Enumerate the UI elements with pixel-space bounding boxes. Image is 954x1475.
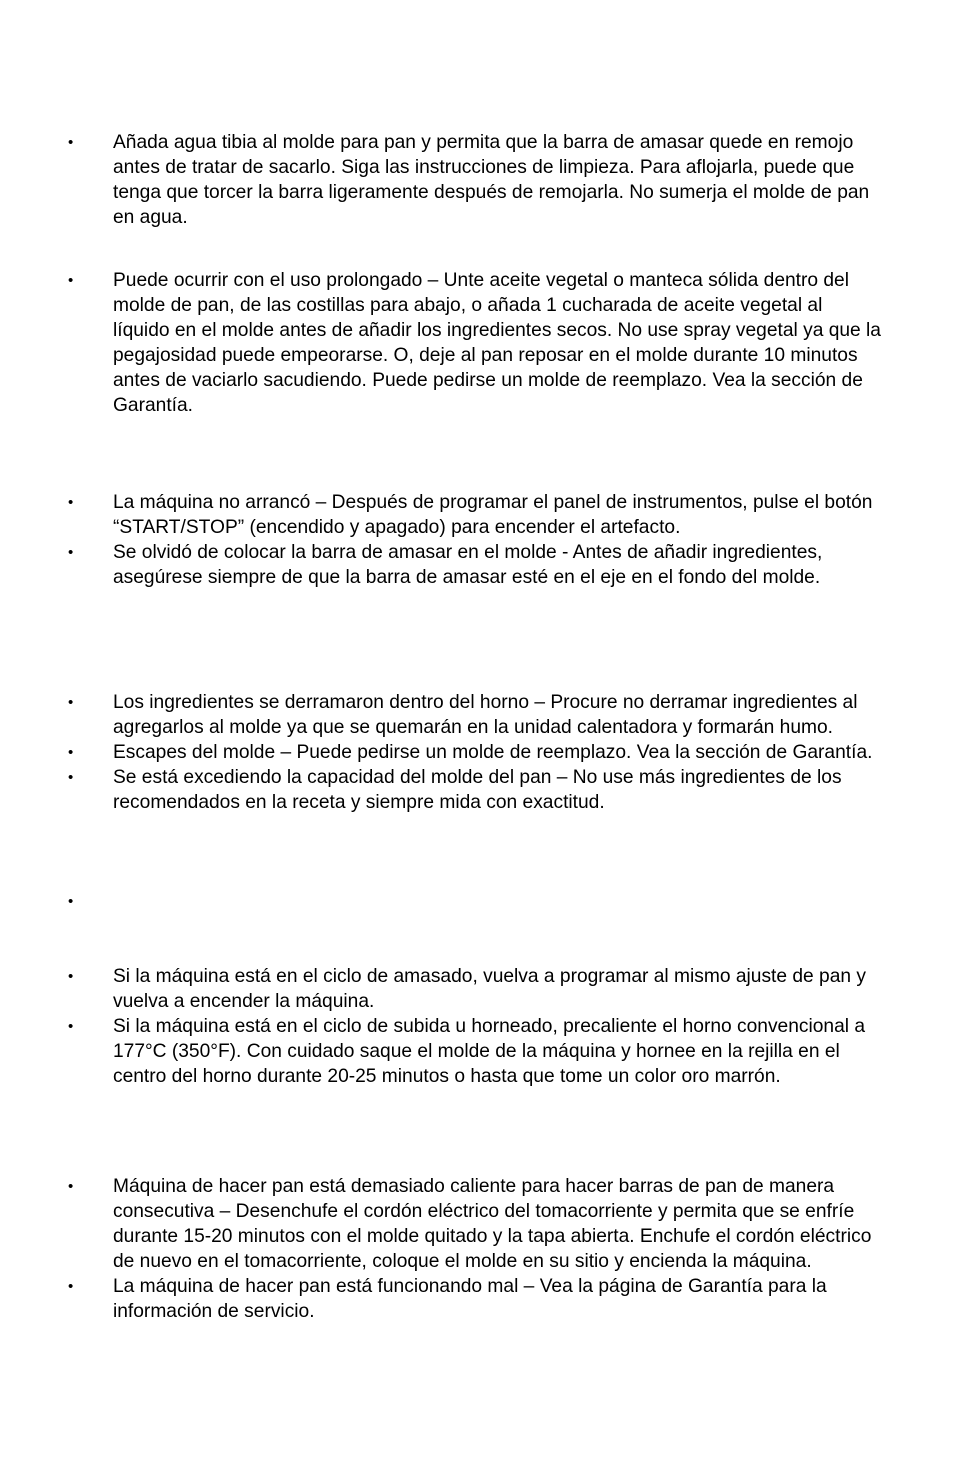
list-item	[0, 889, 883, 914]
bullet-group-7	[0, 1174, 954, 1324]
list-item-text: Si la máquina está en el ciclo de amasado, vuelva a programar al mismo ajuste de pan y vuelva a encender la máquina.	[113, 966, 866, 1012]
list-item-text: La máquina no arrancó – Después de programar el panel de instrumentos, pulse el botón “START/STOP” (encendido y apagado) para encender el artefacto.	[113, 492, 873, 538]
bullet-marker: •	[68, 968, 74, 985]
bullet-group-6	[0, 964, 954, 1089]
bullet-group-1	[0, 130, 954, 230]
list-item	[0, 1174, 883, 1274]
list-item	[0, 540, 883, 590]
list-item	[0, 765, 883, 815]
bullet-marker: •	[68, 1178, 74, 1195]
bullet-marker: •	[68, 272, 74, 289]
bullet-marker: •	[68, 893, 74, 910]
bullet-marker: •	[68, 494, 74, 511]
list-item	[0, 130, 883, 230]
list-item-text: La máquina de hacer pan está funcionando mal – Vea la página de Garantía para la información de servicio.	[113, 1276, 827, 1322]
bullet-group-2	[0, 268, 954, 418]
list-item	[0, 1014, 883, 1089]
list-item-text: Escapes del molde – Puede pedirse un molde de reemplazo. Vea la sección de Garantía.	[113, 742, 873, 763]
bullet-marker: •	[68, 694, 74, 711]
list-item	[0, 690, 883, 740]
list-item	[0, 740, 883, 765]
list-item-text: Los ingredientes se derramaron dentro del horno – Procure no derramar ingredientes al agregarlos al molde ya que se quemarán en la unidad calentadora y formarán humo.	[113, 692, 858, 738]
bullet-marker: •	[68, 134, 74, 151]
list-item	[0, 268, 883, 418]
bullet-group-4	[0, 690, 954, 815]
bullet-group-3	[0, 490, 954, 590]
bullet-marker: •	[68, 544, 74, 561]
bullet-marker: •	[68, 769, 74, 786]
list-item	[0, 1274, 883, 1324]
list-item-text: Si la máquina está en el ciclo de subida u horneado, precaliente el horno convencional a 177°C (350°F). Con cuidado saque el molde de la máquina y hornee en la rejilla en el centro del horno durante 20-25 minutos o hasta que tome un color oro marrón.	[113, 1016, 866, 1087]
bullet-group-5	[0, 889, 954, 914]
bullet-marker: •	[68, 1278, 74, 1295]
list-item-text: Máquina de hacer pan está demasiado caliente para hacer barras de pan de manera consecutiva – Desenchufe el cordón eléctrico del tomacorriente y permita que se enfríe durante 15-20 minutos con el molde quitado y la tapa abierta. Enchufe el cordón eléctrico de nuevo en el tomacorriente, coloque el molde en su sitio y encienda la máquina.	[113, 1176, 872, 1272]
list-item-text: Añada agua tibia al molde para pan y permita que la barra de amasar quede en remojo antes de tratar de sacarlo. Siga las instrucciones de limpieza. Para aflojarla, puede que tenga que torcer la barra ligeramente después de remojarla. No sumerja el molde de pan en agua.	[113, 132, 870, 228]
list-item	[0, 964, 883, 1014]
list-item-text: Se está excediendo la capacidad del molde del pan – No use más ingredientes de los recomendados en la receta y siempre mida con exactitud.	[113, 767, 842, 813]
bullet-marker: •	[68, 744, 74, 761]
list-item	[0, 490, 883, 540]
list-item-text: Se olvidó de colocar la barra de amasar en el molde - Antes de añadir ingredientes, asegúrese siempre de que la barra de amasar esté en el eje en el fondo del molde.	[113, 542, 823, 588]
list-item-text: Puede ocurrir con el uso prolongado – Unte aceite vegetal o manteca sólida dentro del molde de pan, de las costillas para abajo, o añada 1 cucharada de aceite vegetal al líquido en el molde antes de añadir los ingredientes secos. No use spray vegetal ya que la pegajosidad puede empeorarse. O, deje al pan reposar en el molde durante 10 minutos antes de vaciarlo sacudiendo. Puede pedirse un molde de reemplazo. Vea la sección de Garantía.	[113, 270, 881, 416]
bullet-marker: •	[68, 1018, 74, 1035]
